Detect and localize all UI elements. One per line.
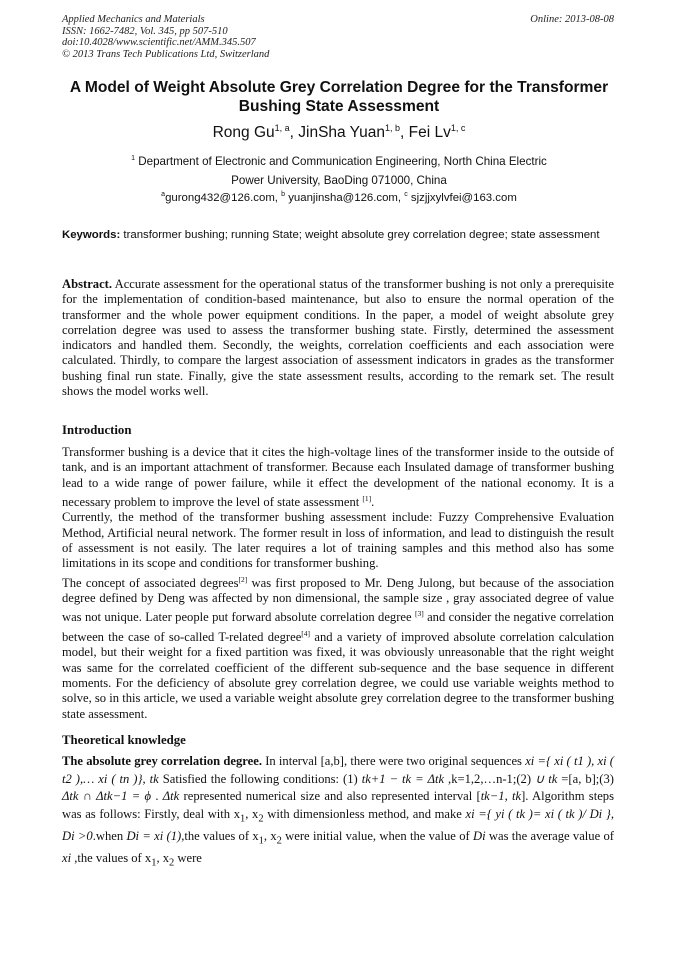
paragraph-text: , x (263, 828, 277, 843)
paragraph-text: , x (156, 850, 170, 865)
affil-line: Department of Electronic and Communication Engineering, North China Electric (138, 154, 547, 168)
author-name: Fei Lv (408, 124, 451, 142)
paragraph-text: were initial value, when the value of (281, 828, 473, 843)
math-condition: Δtk ∩ Δtk−1 = ϕ (62, 789, 152, 803)
email-mark: c (404, 191, 408, 198)
paragraph-text: ]. Algorithm steps was as follows: Firstly, deal with x (62, 789, 614, 821)
email-address: gurong432@126.com, (165, 191, 282, 204)
affiliation (60, 149, 618, 190)
math-condition: ∪ tk (535, 771, 558, 786)
abstract-label: Abstract. (62, 277, 113, 291)
paragraph-text: ,the values of x (71, 850, 152, 865)
theory-body (62, 753, 614, 872)
journal-header (62, 14, 269, 60)
keywords (62, 228, 614, 243)
affil-line: Power University, BaoDing 071000, China (231, 173, 447, 187)
section-heading-introduction: Introduction (62, 423, 132, 437)
email-mark: b (281, 191, 286, 198)
math-symbol: Di (473, 828, 486, 843)
doi-line: doi:10.4028/www.scientific.net/AMM.345.507 (62, 37, 256, 48)
subsection-lead: The absolute grey correlation degree. (62, 754, 262, 768)
subscript: 1 (258, 835, 264, 847)
math-equation: xi ={ yi ( tk )= xi ( tk )/ Di }, Di >0 (62, 806, 614, 843)
math-interval: tk−1, tk (480, 789, 522, 803)
paragraph-text: represented numerical size and also represented interval [ (179, 789, 481, 803)
math-symbol: xi (62, 850, 72, 865)
math-symbol: Δtk (162, 789, 180, 803)
citation-ref: [2] (238, 574, 248, 584)
section-heading-theory: Theoretical knowledge (62, 733, 186, 747)
author-affil-mark: 1, c (450, 123, 466, 133)
paragraph-text: ,k=1,2,…n-1;(2) (444, 771, 536, 786)
paragraph-text: ,the values of x (181, 828, 259, 843)
paper-title: A Model of Weight Absolute Grey Correlation Degree for the Transformer Bushing State Assessment (69, 79, 609, 115)
subscript: 2 (169, 857, 175, 869)
citation-ref: [1] (362, 493, 372, 503)
subscript: 1 (240, 813, 246, 825)
abstract-text: Accurate assessment for the operational status of the transformer bushing is not only a prerequisite for the implementation of condition-based maintenance, but also to ensure the normal operation of the transformer and the whole power equipment conditions. In the paper, a model of weight absolute grey correlation degree was used to assess the transformer bushing state. Firstly, determined the assessment indicators and handled them. Secondly, the weights, correlation coefficients and each association were calculated. Thirdly, to compare the largest association of assessment indicators in grades as the transformer bushing final run state. Finally, give the state assessment results, according to the remark set. The result shows the model works well. (62, 277, 614, 399)
author-affil-mark: 1, a (274, 123, 290, 133)
online-date: Online: 2013-08-08 (530, 14, 614, 25)
paragraph-text: was the average value of (485, 828, 614, 843)
paragraph-text: were (174, 850, 202, 865)
journal-name: Applied Mechanics and Materials (62, 14, 205, 25)
paragraph-text: In interval [a,b], there were two original sequences (261, 754, 526, 768)
email-mark: a (161, 191, 166, 198)
citation-ref: [4] (301, 628, 311, 638)
math-condition: tk+1 − tk = Δtk (361, 771, 445, 786)
keywords-text: transformer bushing; running State; weight absolute grey correlation degree; state assessment (120, 229, 600, 241)
copyright-line: © 2013 Trans Tech Publications Ltd, Switzerland (62, 48, 270, 60)
paragraph-text: . (371, 495, 375, 510)
introduction-body (62, 445, 614, 722)
citation-ref: [3] (414, 609, 424, 619)
author-list: Rong Gu$^{1, a}$, JinSha Yuan$^{1, b}$, Fei Lv$^{1, c}$ (212, 123, 466, 142)
keywords-label: Keywords: (62, 229, 121, 241)
subscript: 2 (258, 813, 264, 825)
subscript: 1 (151, 857, 157, 869)
abstract (62, 277, 614, 399)
math-equation: Di = xi (1) (126, 828, 182, 843)
paragraph-text: Transformer bushing is a device that it cites the high-voltage lines of the transformer inside to the outside of tank, and is an important attachment of transformer. Because each Insulated damage of transformer bushing lead to a wide range of power failure, while it effect the development of the national economy. It is a necessary problem to improve the level of state assessment (62, 445, 614, 510)
paragraph-text: . (151, 789, 163, 803)
email-list (0, 191, 678, 204)
paragraph-text: and a variety of improved absolute correlation calculation model, but their weight for a fixed partition was fixed, it was obviously unreasonable that the right weight was same for the correlated coefficient of the different sub-sequence and the base sequence in different moments. For the deficiency of absolute grey correlation degree, we could use variable weights method to solve, so in this article, we used a variable weight absolute grey correlation degree to the transformer bushing state assessment. (62, 630, 614, 721)
paragraph-text: .when (92, 828, 127, 843)
paragraph-text: Currently, the method of the transformer bushing assessment include: Fuzzy Comprehensive Evaluation Method, Artificial neural network. The former result in loss of information, and lead to distinguish the result of assessment is not easily. The later requires a lot of training samples and this method also has some limitations in its scope and conditions for transformer bushing. (62, 510, 614, 571)
paragraph-text: , x (245, 806, 259, 821)
paragraph-text: =[a, b];(3) (557, 771, 614, 786)
paragraph-text: and consider the negative correlation between the case of so-called T-related degree (62, 610, 614, 645)
author-name: Rong Gu (212, 124, 275, 142)
email-address: yuanjinsha@126.com, (285, 191, 405, 204)
paragraph-text: The concept of associated degrees (62, 575, 239, 590)
author-affil-mark: 1, b (385, 123, 401, 133)
author-name: JinSha Yuan (298, 124, 386, 142)
subscript: 2 (276, 835, 282, 847)
paragraph-text: Satisfied the following conditions: (1) (158, 771, 362, 786)
math-sequence: xi ={ xi ( t1 ), xi ( t2 ),… xi ( tn )}, tk (62, 754, 615, 786)
paragraph-text: with dimensionless method, and make (263, 806, 466, 821)
affil-mark: 1 (131, 155, 136, 162)
paragraph-text: was first proposed to Mr. Deng Julong, but because of the association degree defined by Deng was affected by non dimensional, the sample size , gray associated degree of value was not unique. Later people put forward absolute correlation degree (62, 575, 614, 625)
email-address: sjzjjxylvfei@163.com (407, 191, 517, 204)
issn-line: ISSN: 1662-7482, Vol. 345, pp 507-510 (62, 25, 228, 37)
